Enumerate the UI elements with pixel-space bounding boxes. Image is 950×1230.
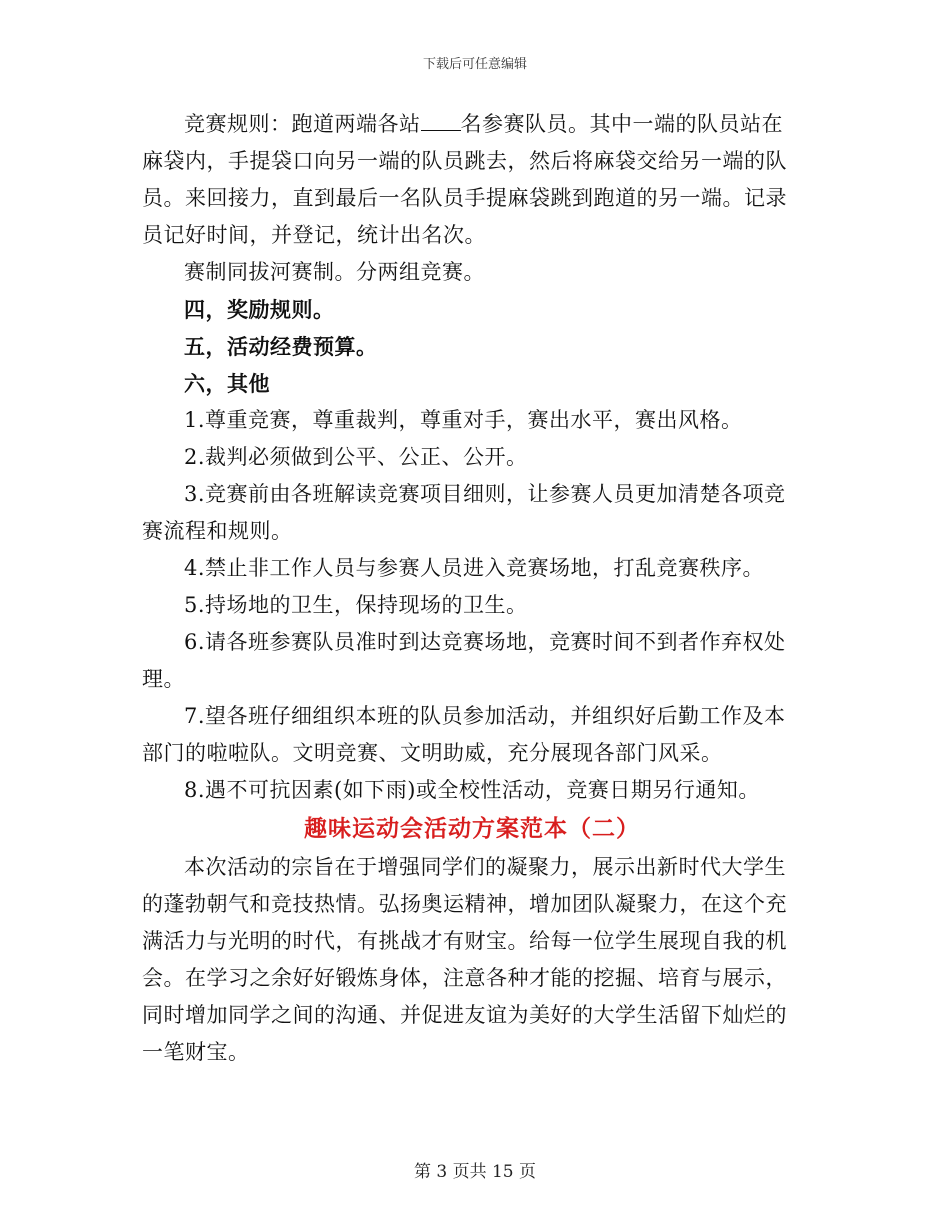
list-item-3: 3.竞赛前由各班解读竞赛项目细则，让参赛人员更加清楚各项竞赛流程和规则。: [142, 482, 786, 543]
list-item-6: 6.请各班参赛队员准时到达竞赛场地，竞赛时间不到者作弃权处理。: [142, 630, 786, 691]
list-item-4: 4.禁止非工作人员与参赛人员进入竞赛场地，打乱竞赛秩序。: [184, 556, 765, 580]
rules-text-after: 名参赛队员。其中一端的队员站在麻袋内，手提袋口向另一端的队员跳去，然后将麻袋交给另一端的队员。来回接力，直到最后一名队员手提麻袋跳到跑道的另一端。记录员记好时间，并登记，统计出名次。: [142, 112, 787, 247]
tug-rule-paragraph: 赛制同拔河赛制。分两组竞赛。: [184, 260, 485, 284]
page-footer: 第 3 页共 15 页: [413, 1162, 537, 1182]
list-item-2: 2.裁判必须做到公平、公正、公开。: [184, 445, 528, 469]
section-title: 趣味运动会活动方案范本（二）: [304, 815, 640, 842]
rules-paragraph: [142, 106, 802, 254]
page-header: 下载后可任意编辑: [422, 57, 527, 72]
document-body: [142, 106, 802, 1071]
fill-blank: [421, 114, 461, 131]
rules-text-before: 竞赛规则：跑道两端各站: [184, 112, 421, 136]
intro-paragraph: 本次活动的宗旨在于增强同学们的凝聚力，展示出新时代大学生的蓬勃朝气和竞技热情。弘扬奥运精神，增加团队凝聚力，在这个充满活力与光明的时代，有挑战才有财宝。给每一位学生展现自我的机会。在学习之余好好锻炼身体，注意各种才能的挖掘、培育与展示，同时增加同学之间的沟通、并促进友谊为美好的大学生活留下灿烂的一笔财宝。: [142, 855, 787, 1064]
list-item-1: 1.尊重竞赛，尊重裁判，尊重对手，赛出水平，赛出风格。: [184, 408, 743, 432]
list-item-7: 7.望各班仔细组织本班的队员参加活动，并组织好后勤工作及本部门的啦啦队。文明竞赛、文明助威，充分展现各部门风采。: [142, 704, 786, 765]
section-5-heading: 五，活动经费预算。: [184, 334, 378, 359]
list-item-8: 8.遇不可抗因素(如下雨)或全校性活动，竞赛日期另行通知。: [184, 778, 760, 802]
list-item-5: 5.持场地的卫生，保持现场的卫生。: [184, 593, 528, 617]
section-4-heading: 四，奖励规则。: [184, 297, 335, 322]
section-6-heading: 六，其他: [184, 371, 270, 396]
